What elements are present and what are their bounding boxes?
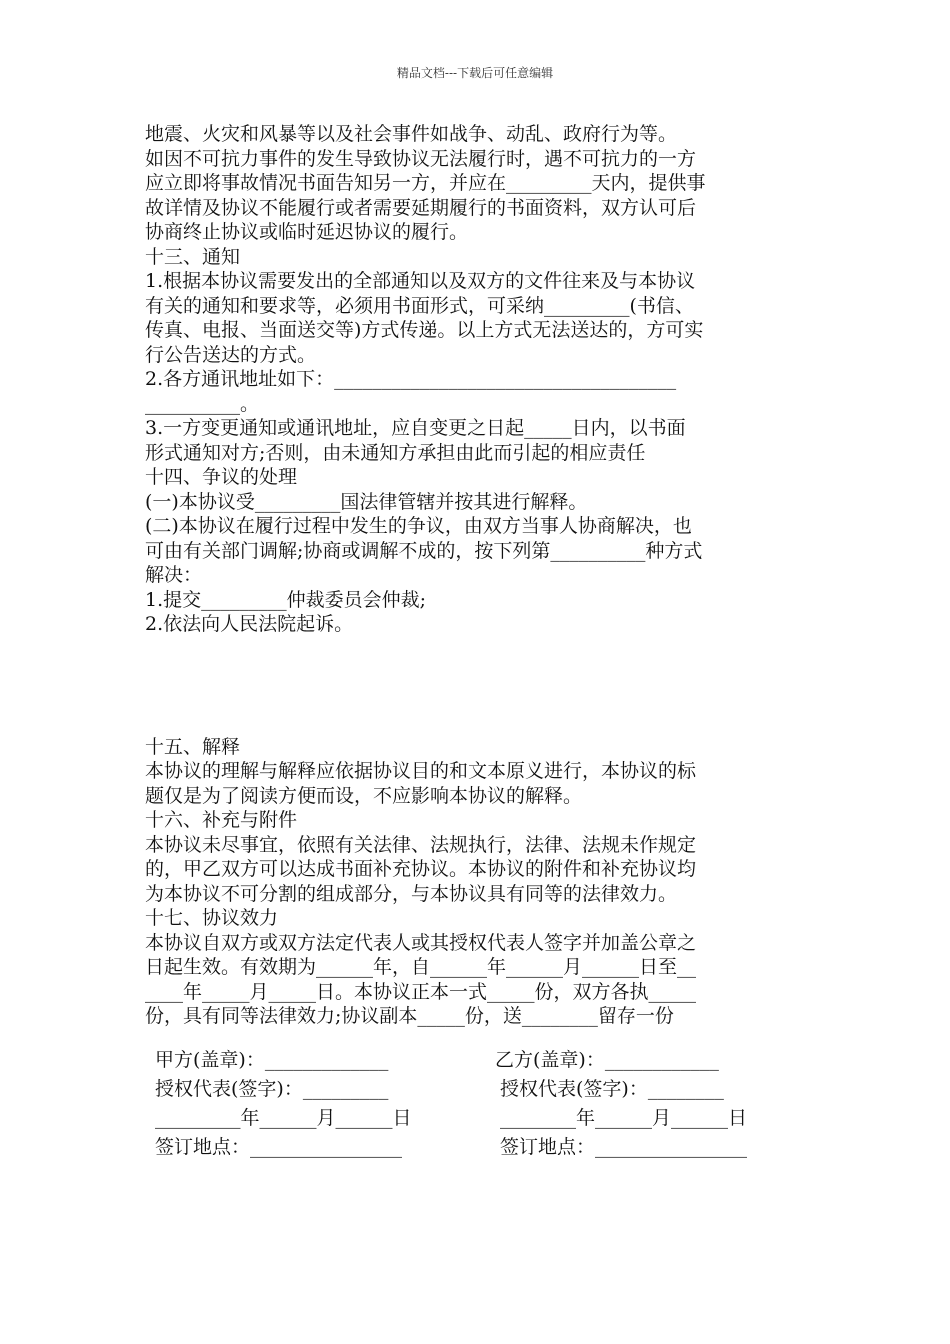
text-line: __________。 <box>145 392 260 415</box>
section-heading: 十七、协议效力 <box>145 907 279 929</box>
section-heading: 十四、争议的处理 <box>145 466 298 488</box>
text-line: 传真、电报、当面送交等)方式传递。以上方式无法送达的，方可实 <box>145 319 704 341</box>
section-heading: 十三、通知 <box>145 245 241 268</box>
text-line: 的，甲乙双方可以达成书面补充协议。本协议的附件和补充协议均 <box>145 858 697 880</box>
text-line: (二)本协议在履行过程中发生的争议，由双方当事人协商解决，也 <box>145 515 692 537</box>
text-line: 1.根据本协议需要发出的全部通知以及双方的文件往来及与本协议 <box>145 270 696 292</box>
text-line: 题仅是为了阅读方便而设，不应影响本协议的解释。 <box>145 784 583 807</box>
document-body <box>145 122 809 1029</box>
text-line: 份，具有同等法律效力;协议副本_____份，送________留存一份 <box>145 1005 674 1027</box>
party-b-representative: 授权代表(签字)：________ <box>500 1078 724 1100</box>
party-a-date: _________年______月______日 <box>155 1107 412 1129</box>
text-line: 解决： <box>145 564 203 586</box>
text-line: 如因不可抗力事件的发生导致协议无法履行时，遇不可抗力的一方 <box>145 147 697 170</box>
text-line: 本协议的理解与解释应依据协议目的和文本原义进行，本协议的标 <box>145 760 697 782</box>
text-line: 有关的通知和要求等，必须用书面形式，可采纳_________(书信、 <box>145 294 694 317</box>
text-line: 2.各方通讯地址如下：____________________________________ <box>145 368 677 390</box>
text-line: 为本协议不可分割的组成部分，与本协议具有同等的法律效力。 <box>145 882 678 905</box>
representative-row <box>155 1075 815 1104</box>
text-line: 行公告送达的方式。 <box>145 343 317 366</box>
text-line: 本协议未尽事宜，依照有关法律、法规执行，法律、法规未作规定 <box>145 833 697 856</box>
page-header: 精品文档---下载后可任意编辑 <box>396 66 554 80</box>
text-line: 协商终止协议或临时延迟协议的履行。 <box>145 221 469 243</box>
party-b-place: 签订地点：________________ <box>500 1136 748 1158</box>
party-a-representative: 授权代表(签字)：_________ <box>155 1078 389 1100</box>
text-line: (一)本协议受_________国法律管辖并按其进行解释。 <box>145 490 588 513</box>
text-line: 本协议自双方或双方法定代表人或其授权代表人签字并加盖公章之 <box>145 931 697 954</box>
text-line: 故详情及协议不能履行或者需要延期履行的书面资料，双方认可后 <box>145 196 697 219</box>
text-line: 日起生效。有效期为______年，自______年______月______日至__ <box>145 956 697 978</box>
text-line: 1.提交_________仲裁委员会仲裁; <box>145 588 427 611</box>
date-row <box>155 1104 815 1133</box>
seal-row <box>155 1046 815 1075</box>
page-gap <box>145 637 809 735</box>
party-b-seal: 乙方(盖章)：____________ <box>495 1049 719 1071</box>
section-heading: 十六、补充与附件 <box>145 809 298 831</box>
party-a-seal: 甲方(盖章)：_____________ <box>155 1049 389 1071</box>
text-line: 3.一方变更通知或通讯地址，应自变更之日起_____日内，以书面 <box>145 417 686 439</box>
party-b-date: ________年______月______日 <box>500 1107 748 1129</box>
section-heading: 十五、解释 <box>145 735 241 758</box>
text-line: 应立即将事故情况书面告知另一方，并应在_________天内，提供事 <box>145 172 706 194</box>
text-line: ____年_____月_____日。本协议正本一式_____份，双方各执_____ <box>145 980 697 1003</box>
party-a-place: 签订地点：________________ <box>155 1136 403 1158</box>
text-line: 形式通知对方;否则，由未通知方承担由此而引起的相应责任 <box>145 441 646 464</box>
text-line: 地震、火灾和风暴等以及社会事件如战争、动乱、政府行为等。 <box>145 123 678 145</box>
place-row <box>155 1133 815 1162</box>
signature-block <box>155 1046 815 1162</box>
text-line: 可由有关部门调解;协商或调解不成的，按下列第__________种方式 <box>145 539 703 562</box>
text-line: 2.依法向人民法院起诉。 <box>145 613 354 635</box>
